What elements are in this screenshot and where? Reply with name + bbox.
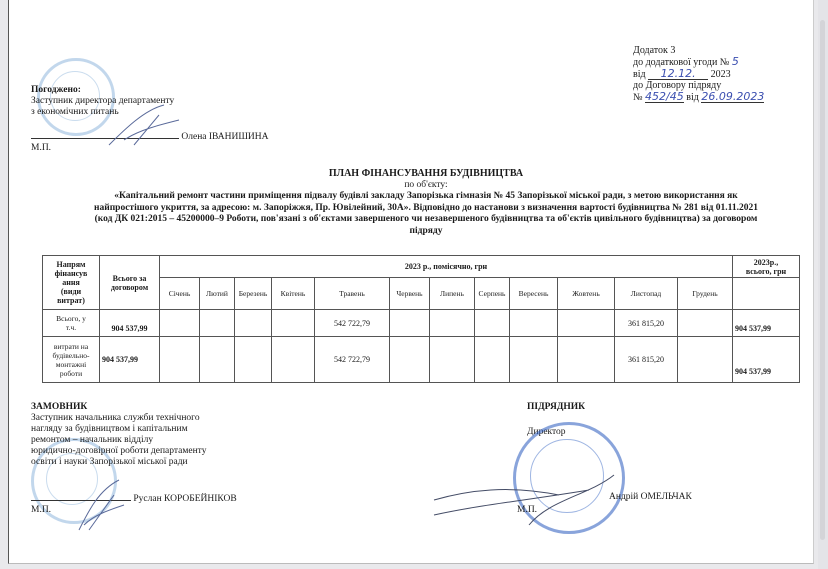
row-month-value xyxy=(235,337,272,383)
row-month-value xyxy=(678,337,733,383)
header-direction: Напрям фінансув ання (види витрат) xyxy=(43,256,100,310)
table-row xyxy=(43,337,800,383)
approval-position-1: Заступник директора департаменту xyxy=(31,96,175,106)
row-month-value xyxy=(558,310,615,337)
customer-heading: ЗАМОВНИК xyxy=(31,402,88,412)
row-month-value xyxy=(475,337,510,383)
header-month: Липень xyxy=(430,278,475,310)
row-month-value xyxy=(430,337,475,383)
contract-number: 452/45 xyxy=(645,90,684,103)
header-month: Вересень xyxy=(510,278,558,310)
financing-table xyxy=(42,255,800,383)
header-month: Листопад xyxy=(615,278,678,310)
row-month-value xyxy=(272,310,315,337)
approval-name: Олена ІВАНИШИНА xyxy=(181,132,269,142)
row-month-value xyxy=(475,310,510,337)
document-subtitle: по об'єкту: xyxy=(404,179,448,190)
scrollbar-thumb[interactable] xyxy=(820,20,825,540)
customer-position-1: Заступник начальника служби технічного xyxy=(31,413,200,423)
scrollbar[interactable] xyxy=(818,0,828,569)
header-month: Лютий xyxy=(200,278,235,310)
row-month-value xyxy=(200,337,235,383)
customer-block xyxy=(31,402,237,516)
appendix-date-line: від 12.12. 2023 xyxy=(633,67,731,80)
approval-seal-label: М.П. xyxy=(31,143,52,153)
row-month-value xyxy=(235,310,272,337)
row-month-value xyxy=(430,310,475,337)
contractor-name: Андрій ОМЕЛЬЧАК xyxy=(609,492,692,502)
appendix-agreement-line: до додаткової угоди № 5 xyxy=(633,55,739,68)
row-month-value: 361 815,20 xyxy=(615,337,678,383)
row-label: Всього, у т.ч. xyxy=(43,310,100,337)
contract-date: 26.09.2023 xyxy=(701,90,765,103)
appendix-block xyxy=(633,45,764,103)
document-title: ПЛАН ФІНАНСУВАННЯ БУДІВНИЦТВА xyxy=(328,168,524,179)
header-month: Квітень xyxy=(272,278,315,310)
approval-signature-icon xyxy=(104,100,184,150)
row-month-value xyxy=(558,337,615,383)
contractor-seal-label: М.П. xyxy=(517,505,538,515)
agreement-date: 12.12. xyxy=(648,68,708,80)
appendix-contract-number-line: № 452/45 від 26.09.2023 xyxy=(633,90,765,103)
header-month: Грудень xyxy=(678,278,733,310)
customer-position-4: юридично-договірної роботи департаменту xyxy=(31,446,207,456)
appendix-number: Додаток 3 xyxy=(633,45,676,56)
header-total: Всього за договором xyxy=(100,256,160,310)
customer-position-3: ремонтом – начальник відділу xyxy=(31,435,154,445)
header-month: Червень xyxy=(390,278,430,310)
row-month-value xyxy=(200,310,235,337)
row-month-value: 542 722,79 xyxy=(315,310,390,337)
row-month-value xyxy=(160,310,200,337)
agreement-number: 5 xyxy=(731,55,739,68)
table-row xyxy=(43,310,800,337)
header-month: Березень xyxy=(235,278,272,310)
row-month-value xyxy=(390,310,430,337)
object-description-1: «Капітальний ремонт частини приміщення підвалу будівлі закладу Запорізька гімназія № 45 Запорізької міської ради, з метою використання як xyxy=(114,191,738,201)
object-description-4: підряду xyxy=(409,225,443,236)
header-month: Жовтень xyxy=(558,278,615,310)
row-label: витрати на будівельно- монтажні роботи xyxy=(43,337,100,383)
header-monthly: 2023 р., помісячно, грн xyxy=(160,256,733,278)
approval-position-2: з економічних питань xyxy=(31,107,119,117)
row-year-total: 904 537,99 xyxy=(733,337,800,383)
customer-position-5: освіти і науки Запорізької міської ради xyxy=(31,457,188,467)
customer-signature-icon xyxy=(69,475,129,535)
header-month: Серпень xyxy=(475,278,510,310)
row-month-value: 361 815,20 xyxy=(615,310,678,337)
contractor-position: Директор xyxy=(527,427,566,437)
contractor-heading: ПІДРЯДНИК xyxy=(527,402,586,412)
header-month: Травень xyxy=(315,278,390,310)
row-month-value xyxy=(510,310,558,337)
appendix-contract-line: до Договору підряду xyxy=(633,80,722,91)
object-description-3: (код ДК 021:2015 – 45200000–9 Роботи, пов'язані з об'єктами завершеного чи незавершеного будівництва та об'єктів цивільного будівництва) за договором xyxy=(94,214,758,224)
row-total: 904 537,99 xyxy=(100,337,160,383)
object-description-2: найпростішого укриття, за адресою: м. Запоріжжя, Пр. Ювілейний, 30А». Відповідно до настанови з визначення вартості будівництва № 281 від 01.11.2021 xyxy=(94,202,758,213)
customer-position-2: нагляду за будівництвом і капітальним xyxy=(31,424,188,434)
row-month-value xyxy=(678,310,733,337)
header-month: Січень xyxy=(160,278,200,310)
header-month-empty xyxy=(733,278,800,310)
row-month-value xyxy=(272,337,315,383)
customer-seal-label: М.П. xyxy=(31,505,52,515)
customer-signature-line xyxy=(31,494,237,505)
row-month-value xyxy=(510,337,558,383)
row-month-value: 542 722,79 xyxy=(315,337,390,383)
header-year-total: 2023р., всього, грн xyxy=(733,256,800,278)
customer-name: Руслан КОРОБЕЙНІКОВ xyxy=(133,494,237,504)
row-total: 904 537,99 xyxy=(100,310,160,337)
document-page xyxy=(8,0,814,564)
document-title-block xyxy=(31,168,821,237)
approval-heading: Погоджено: xyxy=(31,85,81,95)
row-month-value xyxy=(160,337,200,383)
row-month-value xyxy=(390,337,430,383)
row-year-total: 904 537,99 xyxy=(733,310,800,337)
contractor-signature-icon xyxy=(429,470,629,530)
